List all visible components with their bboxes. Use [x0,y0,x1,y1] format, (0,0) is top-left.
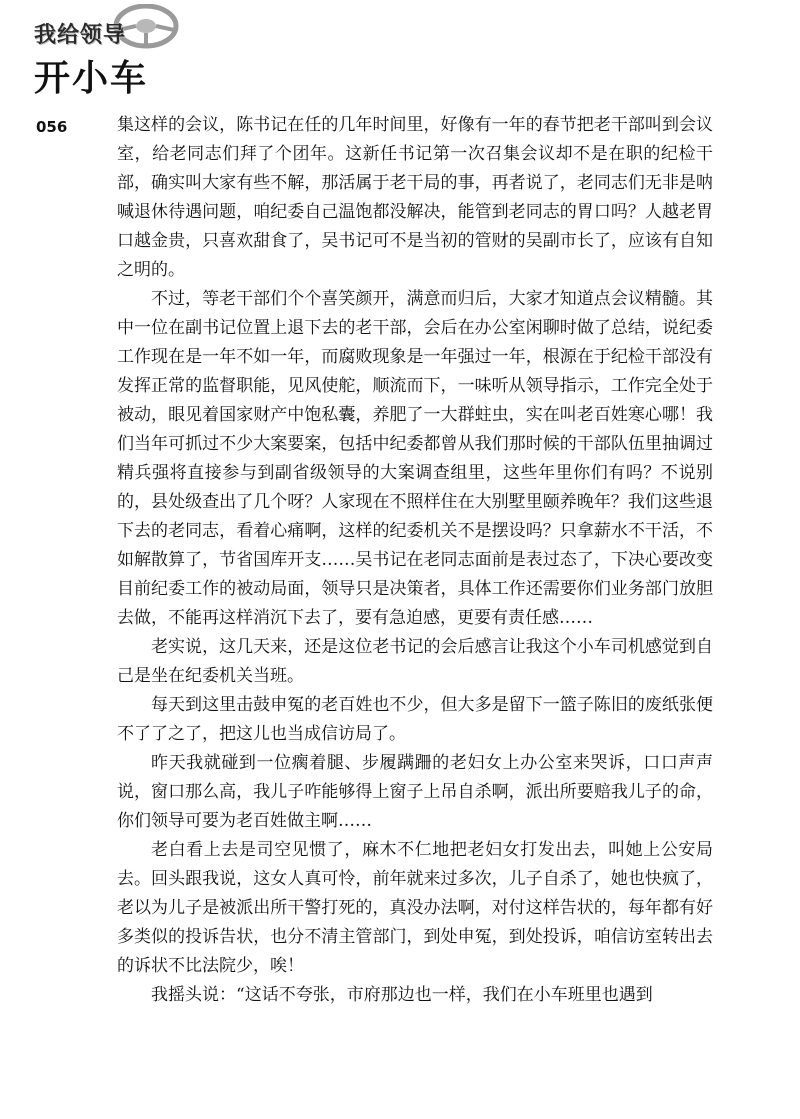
paragraph: 老实说，这几天来，还是这位老书记的会后感言让我这个小车司机感觉到自己是坐在纪委机关当班。 [117,637,713,686]
paragraph: 昨天我就碰到一位瘸着腿、步履蹒跚的老妇女上办公室来哭诉，口口声声说，窗口那么高，我儿子咋能够得上窗子上吊自杀啊，派出所要赔我儿子的命，你们领导可要为老百姓做主啊…… [117,753,713,831]
paragraph: 我摇头说：“这话不夸张，市府那边也一样，我们在小车班里也遇到 [151,985,653,1005]
paragraph: 老白看上去是司空见惯了，麻木不仁地把老妇女打发出去，叫她上公安局去。回头跟我说，这女人真可怜，前年就来过多次，儿子自杀了，她也快疯了，老以为儿子是被派出所干警打死的，真没办法啊，对付这样告状的，每年都有好多类似的投诉告状，也分不清主管部门，到处申冤，到处投诉，咱信访室转出去的诉状不比法院少，唉！ [117,840,713,976]
book-title: 开小车 [34,58,149,99]
page-number: 056 [36,118,68,136]
book-header [28,4,208,104]
series-title: 我给领导 [34,23,127,48]
paragraph: 不过，等老干部们个个喜笑颜开，满意而归后，大家才知道点会议精髓。其中一位在副书记位置上退下去的老干部，会后在办公室闲聊时做了总结，说纪委工作现在是一年不如一年，而腐败现象是一年强过一年，根源在于纪检干部没有发挥正常的监督职能，见风使舵，顺流而下，一味听从领导指示，工作完全处于被动，眼见着国家财产中饱私囊，养肥了一大群蛀虫，实在叫老百姓寒心哪！我们当年可抓过不少大案要案，包括中纪委都曾从我们那时候的干部队伍里抽调过精兵强将直接参与到副省级领导的大案调查组里，这些年里你们有吗？不说别的，县处级查出了几个呀？人家现在不照样住在大别墅里颐养晚年？我们这些退下去的老同志，看着心痛啊，这样的纪委机关不是摆设吗？只拿薪水不干活，不如解散算了，节省国库开支……吴书记在老同志面前是表过态了，下决心要改变目前纪委工作的被动局面，领导只是决策者，具体工作还需要你们业务部门放胆去做，不能再这样消沉下去了，要有急迫感，更要有责任感…… [117,289,713,628]
paragraph: 每天到这里击鼓申冤的老百姓也不少，但大多是留下一篮子陈旧的废纸张便不了了之了，把这儿也当成信访局了。 [117,695,713,744]
body-text [117,111,713,1010]
paragraph: 集这样的会议，陈书记在任的几年时间里，好像有一年的春节把老干部叫到会议室，给老同志们拜了个团年。这新任书记第一次召集会议却不是在职的纪检干部，确实叫大家有些不解，那活属于老干局的事，再者说了，老同志们无非是呐喊退休待遇问题，咱纪委自己温饱都没解决，能管到老同志的胃口吗？人越老胃口越金贵，只喜欢甜食了，吴书记可不是当初的管财的吴副市长了，应该有自知之明的。 [117,115,713,280]
